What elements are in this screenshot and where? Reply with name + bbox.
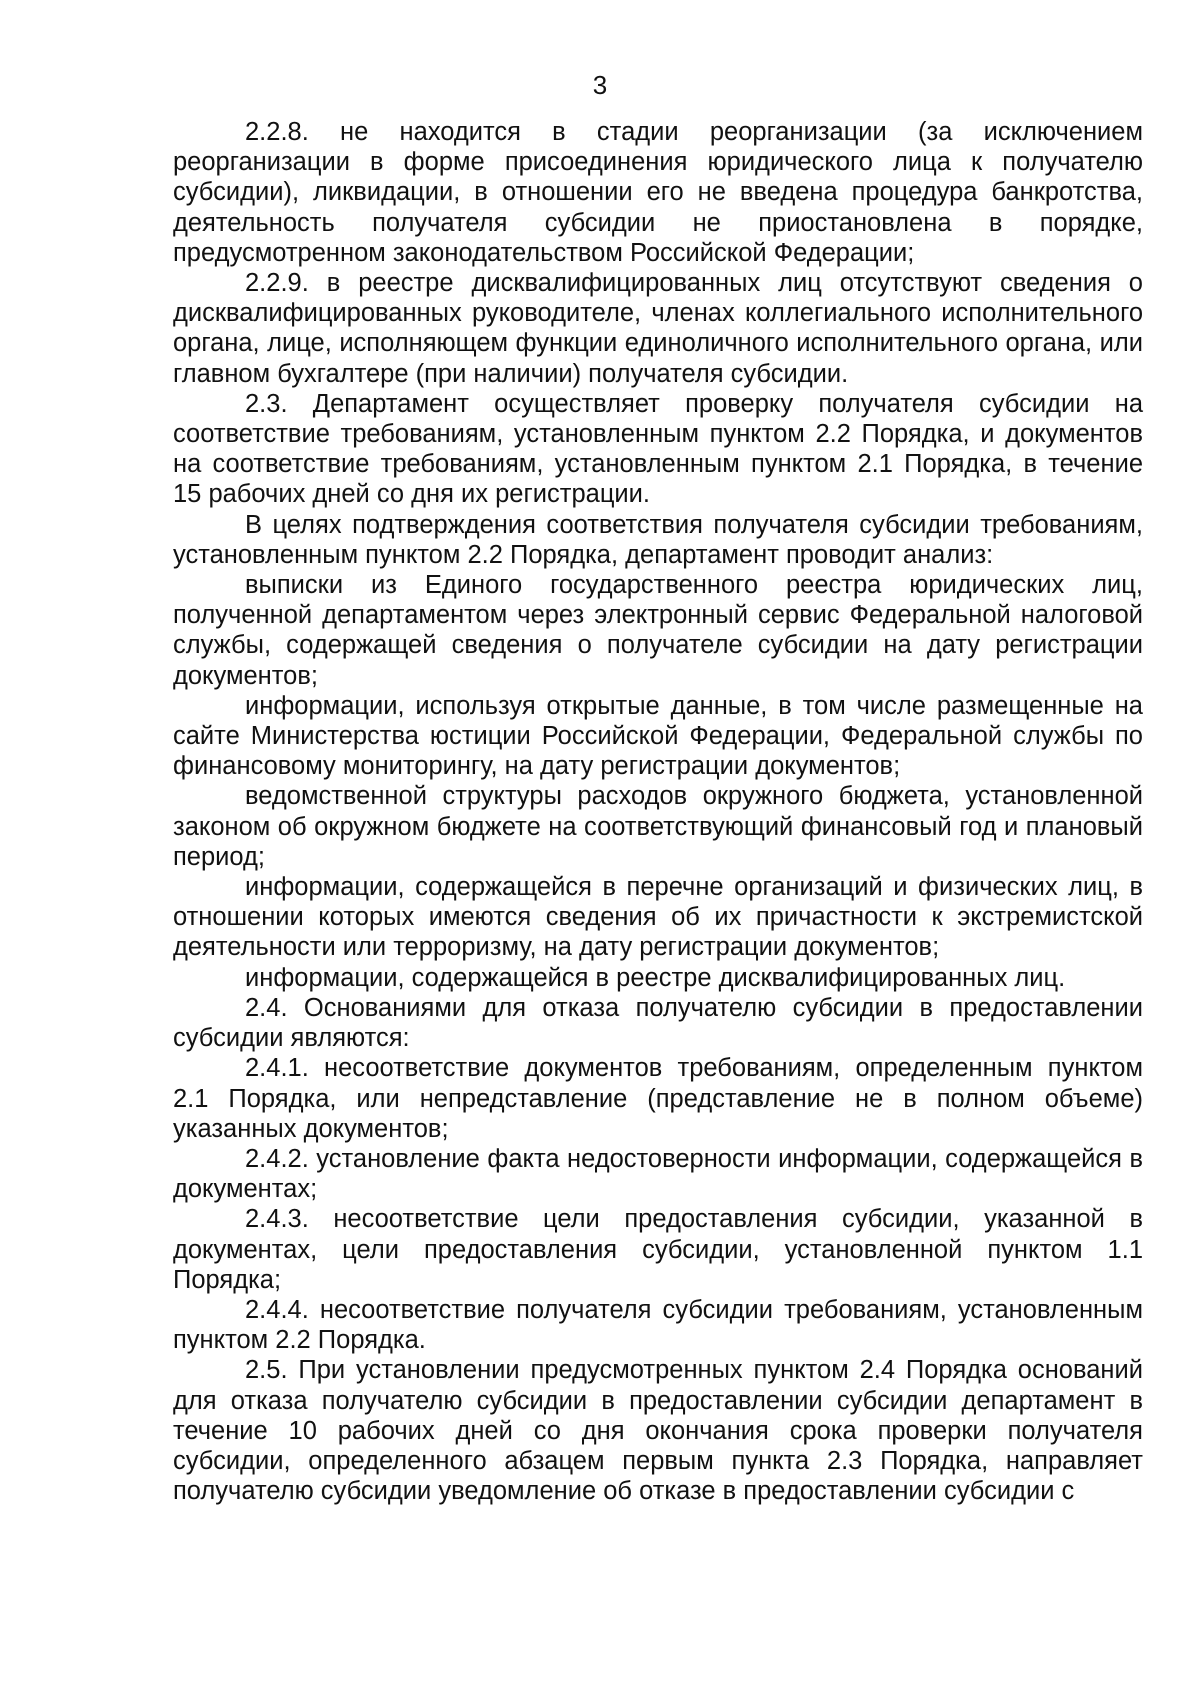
paragraph-analysis-intro: В целях подтверждения соответствия получателя субсидии требованиям, установленным пунктом 2.2 Порядка, департамент проводит анализ: <box>173 510 1143 569</box>
paragraph-2-5: 2.5. При установлении предусмотренных пунктом 2.4 Порядка оснований для отказа получателю субсидии в предоставлении субсидии департамент в течение 10 рабочих дней со дня окончания срока проверки получателя субсидии, определенного абзацем первым пункта 2.3 Порядка, направляет получателю субсидии уведомление об отказе в предоставлении субсидии с <box>173 1356 1143 1506</box>
page-number: 3 <box>592 70 608 100</box>
paragraph-2-3: 2.3. Департамент осуществляет проверку получателя субсидии на соответствие требованиям, установленным пунктом 2.2 Порядка, и документов на соответствие требованиям, установленным пунктом 2.1 Порядка, в течение 15 рабочих дней со дня их регистрации. <box>173 389 1143 509</box>
paragraph-2-2-9: 2.2.9. в реестре дисквалифицированных лиц отсутствуют сведения о дисквалифицированных руководителе, членах коллегиального исполнительного органа, лице, исполняющем функции единоличного исполнительного органа, или главном бухгалтере (при наличии) получателя субсидии. <box>173 269 1143 388</box>
paragraph-2-2-8: 2.2.8. не находится в стадии реорганизации (за исключением реорганизации в форме присоединения юридического лица к получателю субсидии), ликвидации, в отношении его не введена процедура банкротства, деятельность получателя субсидии не приостановлена в порядке, предусмотренном законодательством Российской Федерации; <box>173 118 1143 267</box>
paragraph-analysis-extremism-list: информации, содержащейся в перечне организаций и физических лиц, в отношении которых имеются сведения об их причастности к экстремистской деятельности или терроризму, на дату регистрации документов; <box>173 873 1143 962</box>
paragraph-analysis-budget: ведомственной структуры расходов окружного бюджета, установленной законом об окружном бюджете на соответствующий финансовый год и плановый период; <box>173 782 1143 871</box>
paragraph-2-4-4: 2.4.4. несоответствие получателя субсидии требованиям, установленным пунктом 2.2 Порядка. <box>173 1295 1143 1355</box>
paragraph-analysis-open-data: информации, используя открытые данные, в том числе размещенные на сайте Министерства юстиции Российской Федерации, Федеральной службы по финансовому мониторингу, на дату регистрации документов; <box>173 691 1143 781</box>
paragraph-analysis-disqualified-registry: информации, содержащейся в реестре дисквалифицированных лиц. <box>245 963 1066 992</box>
paragraph-2-4-3: 2.4.3. несоответствие цели предоставления субсидии, указанной в документах, цели предоставления субсидии, установленной пунктом 1.1 Порядка; <box>173 1205 1143 1294</box>
document-body <box>173 117 1143 1506</box>
paragraph-analysis-egrul: выписки из Единого государственного реестра юридических лиц, полученной департаментом через электронный сервис Федеральной налоговой службы, содержащей сведения о получателе субсидии на дату регистрации документов; <box>173 571 1143 690</box>
paragraph-2-4-2: 2.4.2. установление факта недостоверности информации, содержащейся в документах; <box>173 1144 1143 1204</box>
paragraph-2-4-1: 2.4.1. несоответствие документов требованиям, определенным пунктом 2.1 Порядка, или непредставление (представление не в полном объеме) указанных документов; <box>173 1054 1143 1143</box>
paragraph-2-4: 2.4. Основаниями для отказа получателю субсидии в предоставлении субсидии являются: <box>173 993 1143 1053</box>
